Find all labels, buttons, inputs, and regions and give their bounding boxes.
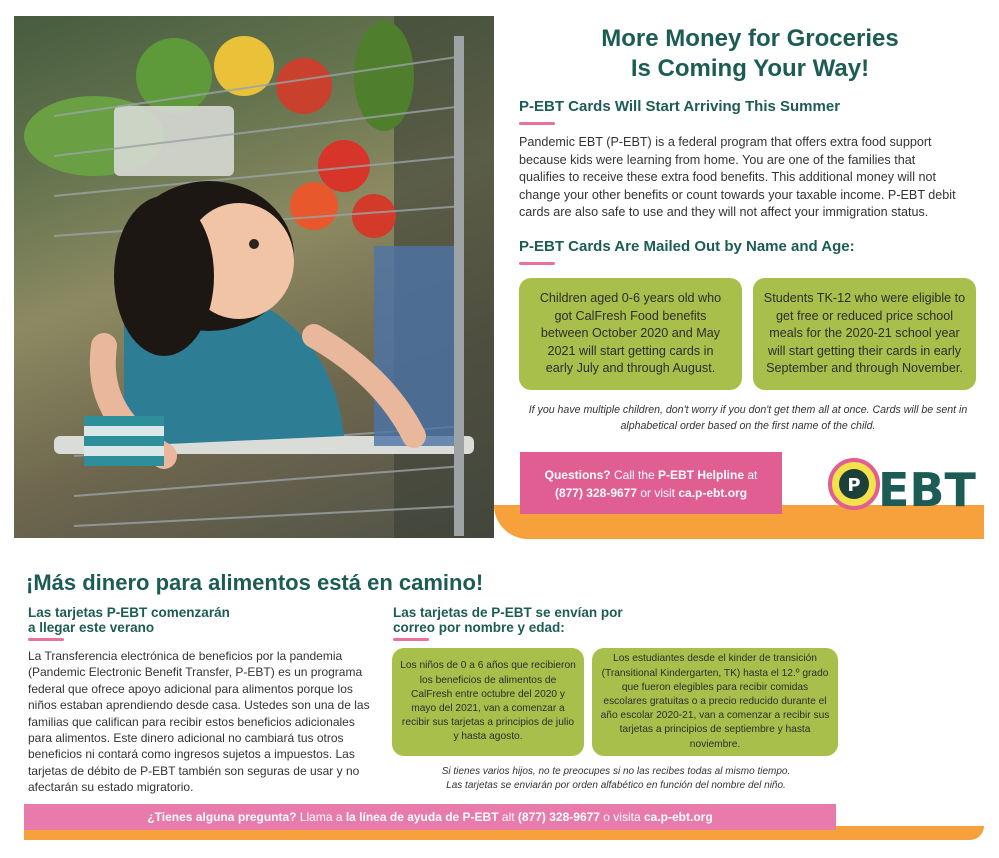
spanish-note-line2: Las tarjetas se enviarán por orden alfabético en función del nombre del niño. (446, 780, 786, 791)
english-title-line1: More Money for Groceries (601, 25, 899, 52)
pebt-logo (828, 454, 978, 516)
english-box-children (519, 278, 742, 390)
english-box-students (753, 278, 976, 390)
spanish-box-children (392, 648, 584, 756)
helpline-phone[interactable]: (877) 328-9677 (554, 486, 638, 500)
spanish-box2-text: Los estudiantes desde el kinder de transición (Transitional Kindergarten, TK) hasta el 12.º grado que fueron elegibles para recibir comidas escolares gratuitas o a precio reducido durante el año escolar 2020-21, van a comenzar a recibir sus tarjetas a principios de septiembre y hasta noviembre. (600, 653, 830, 750)
spanish-heading-1-line1: Las tarjetas P-EBT comenzarán (28, 605, 230, 620)
bottom-alt: alt (498, 810, 518, 824)
helpline-box (520, 452, 782, 514)
english-note: If you have multiple children, don't worry if you don't get them all at once. Cards will be sent in alphabetical order based on the first name of the child. (528, 404, 968, 432)
spanish-heading-1-line2: a llegar este verano (28, 620, 155, 635)
spanish-underline-1 (28, 638, 64, 641)
bottom-helpline: la línea de ayuda de P-EBT (345, 810, 499, 824)
or-visit: or visit (637, 486, 679, 500)
bottom-question: ¿Tienes alguna pregunta? (147, 810, 297, 824)
logo-text: EBT (878, 463, 976, 516)
spanish-heading-1 (28, 605, 230, 635)
spanish-heading-2-line1: Las tarjetas de P-EBT se envían por (393, 605, 623, 620)
spanish-paragraph: La Transferencia electrónica de beneficios por la pandemia (Pandemic Electronic Benefit Transfer, P-EBT) es un programa federal que ofrece apoyo adicional para alimentos porque los niños estaban aprendiendo desde casa. Ustedes son una de las familias que califican para recibir estos beneficios adicionales para alimentos. Este dinero adicional no cambiará tus otros beneficios ni contará como ingresos sujetos a impuestos. Las tarjetas de débito de P-EBT también son seguras de usar y no afectarán su estado migratorio. (28, 649, 370, 795)
website-link[interactable]: ca.p-ebt.org (678, 486, 748, 500)
child-in-cart-illustration (14, 16, 494, 538)
spanish-note (392, 765, 840, 793)
english-box2-text: Students TK-12 who were eligible to get free or reduced price school meals for the 2020-21 school year will start getting their cards in early September and through November. (763, 291, 966, 376)
bottom-phone[interactable]: (877) 328-9677 (517, 810, 600, 824)
spanish-heading-2-line2: correo por nombre y edad: (393, 620, 565, 635)
spanish-heading-2 (393, 605, 623, 635)
english-heading-2: P-EBT Cards Are Mailed Out by Name and Age: (519, 238, 855, 255)
logo-p: P (847, 475, 861, 496)
spanish-underline-2 (393, 638, 429, 641)
heading-underline-2 (519, 262, 555, 265)
spanish-title: ¡Más dinero para alimentos está en camino! (26, 570, 484, 595)
helpline-name: P-EBT Helpline (658, 468, 745, 482)
english-box1-text: Children aged 0-6 years old who got CalFresh Food benefits between October 2020 and May 2021 will start getting cards in early July and through August. (539, 291, 722, 376)
english-title-line2: Is Coming Your Way! (630, 55, 870, 82)
bottom-website[interactable]: ca.p-ebt.org (643, 810, 713, 824)
pebt-logo-graphic (828, 454, 978, 516)
hero-photo (14, 16, 494, 538)
questions-call: Call the (610, 468, 658, 482)
spanish-box1-text: Los niños de 0 a 6 años que recibieron los beneficios de alimentos de CalFresh entre octubre del 2020 y mayo del 2021, van a comenzar a recibir sus tarjetas a principios de julio y hasta agosto. (400, 660, 576, 743)
questions-at: at (744, 468, 758, 482)
spanish-box-students (592, 648, 838, 756)
spanish-note-line1: Si tienes varios hijos, no te preocupes si no las recibes todas al mismo tiempo. (441, 766, 791, 777)
english-heading-1: P-EBT Cards Will Start Arriving This Summer (519, 98, 841, 115)
questions-label: Questions? (544, 468, 611, 482)
bottom-visita: o visita (599, 810, 644, 824)
heading-underline (519, 122, 555, 125)
spanish-helpline-bar (24, 804, 836, 830)
bottom-llama: Llama a (296, 810, 346, 824)
english-title (520, 24, 980, 84)
english-paragraph: Pandemic EBT (P-EBT) is a federal program that offers extra food support because kids were learning from home. You are one of the families that qualifies to receive these extra food benefits. This additional money will not change your other benefits or count towards your taxable income. P-EBT debit cards are also safe to use and they will not affect your immigration status. (519, 135, 956, 220)
